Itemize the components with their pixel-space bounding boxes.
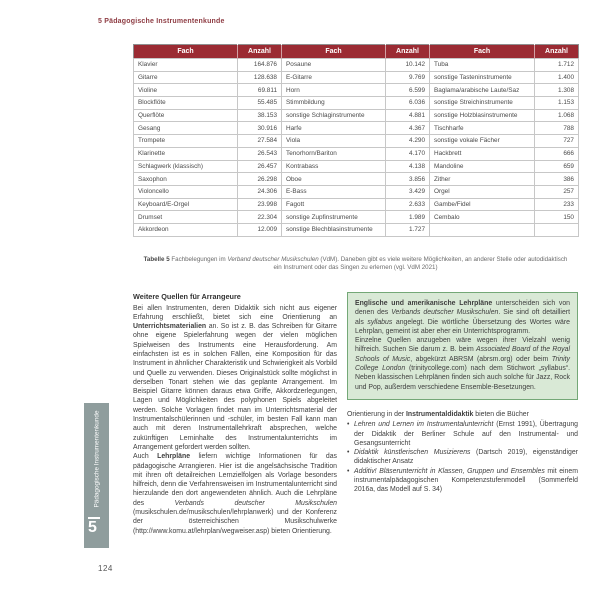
anzahl-cell: 1.712 <box>535 59 579 72</box>
fach-cell: Posaune <box>282 59 386 72</box>
anzahl-cell: 9.769 <box>386 71 430 84</box>
anzahl-cell: 3.429 <box>386 185 430 198</box>
fach-cell: Trompete <box>134 135 238 148</box>
anzahl-cell <box>535 223 579 236</box>
bold-text: Englische und amerikanische Lehrpläne <box>355 300 493 307</box>
anzahl-cell: 12.009 <box>238 223 282 236</box>
text-run: bieten die Bücher <box>473 410 529 418</box>
text-run: Bei allen Instrumenten, deren Didaktik sich nicht aus eigener Erfahrung erschließt, bietet sich eine Orientierung an <box>133 304 337 321</box>
anzahl-cell: 1.308 <box>535 84 579 97</box>
fach-cell: Horn <box>282 84 386 97</box>
anzahl-cell: 164.876 <box>238 59 282 72</box>
body-paragraph <box>133 452 337 536</box>
text-run: (musikschulen.de/musikschulen/lehrplanwerk) und der Konferenz der österreichischen Musikschulwerke (http://www.komu.at/lehrplan/wegweiser.asp) bieten Orientierung. <box>133 509 337 535</box>
anzahl-cell: 24.306 <box>238 185 282 198</box>
fach-cell: Tenorhorn/Bariton <box>282 147 386 160</box>
book-list-item <box>347 467 578 495</box>
fach-cell: Orgel <box>430 185 535 198</box>
italic-text: Additiv! Bläserunterricht in Klassen, Gruppen und Ensembles <box>354 467 545 475</box>
table-header-row <box>134 45 579 59</box>
fach-cell: Schlagwerk (klassisch) <box>134 160 238 173</box>
right-text-column <box>347 292 578 536</box>
table-row <box>134 173 579 186</box>
fach-cell: Zither <box>430 173 535 186</box>
fach-cell: sonstige Tasteninstrumente <box>430 71 535 84</box>
fach-cell: Baglama/arabische Laute/Saz <box>430 84 535 97</box>
text-run: liefern wichtige Informationen für das pädagogische Arrangieren. Hier ist die angelsächsische Tradition mit ihren oft detailreichen Lernzielfolgen als Vorlage besonders hilfreich, denn die Verfahrensweisen im Instrumentalunterricht sind hierzulande den dort angewendeten ähnlich. Auch die Lehrpläne des <box>133 453 337 507</box>
anzahl-cell: 26.457 <box>238 160 282 173</box>
fach-cell: Klavier <box>134 59 238 72</box>
table-row <box>134 84 579 97</box>
fach-cell: E-Bass <box>282 185 386 198</box>
fach-cell: Tuba <box>430 59 535 72</box>
table-row <box>134 160 579 173</box>
italic-text: Verbands deutscher Musikschulen <box>391 309 499 317</box>
info-box <box>347 292 578 400</box>
anzahl-cell: 3.856 <box>386 173 430 186</box>
anzahl-cell: 788 <box>535 122 579 135</box>
fach-cell: Drumset <box>134 211 238 224</box>
column-header: Anzahl <box>386 45 430 59</box>
text-run: angelegt. Die wörtliche Übersetzung des Wortes wäre Lehrplan, gemeint ist aber eher ein Unterrichtsprogramm. <box>355 318 570 335</box>
fach-cell: Tischharfe <box>430 122 535 135</box>
anzahl-cell: 2.633 <box>386 198 430 211</box>
fach-cell: Klarinette <box>134 147 238 160</box>
fach-cell: Querflöte <box>134 109 238 122</box>
table-row <box>134 135 579 148</box>
fach-cell: Violine <box>134 84 238 97</box>
table-row <box>134 147 579 160</box>
anzahl-cell: 6.599 <box>386 84 430 97</box>
text-run: Einzelne Quellen anzugeben wäre wegen ihrer Vielzahl wenig hilfreich. Suchen Sie darum z. B. beim <box>355 337 570 354</box>
column-header: Anzahl <box>535 45 579 59</box>
table-row <box>134 198 579 211</box>
text-run: (trinitycollege.com) nach dem Stichwort „syllabus“. Neben klassischen Lehrplänen finden sich auch solche für Jazz, Rock und Pop, außerdem verschiedene Ensemble-Besetzungen. <box>355 365 570 391</box>
table-row <box>134 223 579 236</box>
fach-cell: Viola <box>282 135 386 148</box>
subjects-table <box>133 44 579 237</box>
fach-cell: sonstige Schlaginstrumente <box>282 109 386 122</box>
table-row <box>134 185 579 198</box>
anzahl-cell: 233 <box>535 198 579 211</box>
running-header: 5 Pädagogische Instrumentenkunde <box>98 18 225 25</box>
page-number: 124 <box>98 564 113 573</box>
fach-cell: Kontrabass <box>282 160 386 173</box>
text-run: an. So ist z. B. das Schreiben für Gitarre ohne eigene Spielerfahrung wegen der vielen möglichen Spielweisen des Instruments eine Herausforderung. Am einfachsten ist es in solchen Fällen, eine Komposition für das Instrument in ähnlicher Charakteristik und Schwierigkeit als Vorbild und Quelle zu verwenden. Dieses Originalstück sollte möglichst in derselben Tonart stehen wie das geplante Arrangement. Im Beispiel Gitarre können daraus etwa Griffe, Akkordzerlegungen, Lagen und Möglichkeiten des polyphonen Spiels abgeleitet werden. Solche Vorlagen findet man im Unterrichtsmaterial der Instrumentalschülerinnen und -schüler, im besten Fall kann man auch mit deren Instrumentallehrkraft absprechen, welche zukünftigen Lerninhalte des Instrumentalunterrichts im Arrangement gefordert werden sollten. <box>133 323 337 451</box>
fach-cell: Stimmbildung <box>282 97 386 110</box>
book-list-item <box>347 420 578 448</box>
chapter-tab-title: Pädagogische Instrumentenkunde <box>93 410 100 508</box>
text-run: , abgekürzt ABRSM (abrsm.org) oder beim <box>410 355 552 363</box>
bold-text: Instrumentaldidaktik <box>405 410 474 418</box>
fach-cell: sonstige vokale Fächer <box>430 135 535 148</box>
anzahl-cell: 27.584 <box>238 135 282 148</box>
text-run: Fachbelegungen im <box>169 256 228 263</box>
text-run: mit einem instrumentalpädagogischen Kompetenzstufenmodell (Sommerfeld 2016a, das Modell auf S. 34) <box>354 467 578 494</box>
fach-cell: Harfe <box>282 122 386 135</box>
table-row <box>134 71 579 84</box>
anzahl-cell: 4.881 <box>386 109 430 122</box>
fach-cell: Cembalo <box>430 211 535 224</box>
anzahl-cell: 4.290 <box>386 135 430 148</box>
table-row <box>134 97 579 110</box>
anzahl-cell: 1.989 <box>386 211 430 224</box>
anzahl-cell: 128.638 <box>238 71 282 84</box>
italic-text: Didaktik künstlerischen Musizierens <box>354 449 471 457</box>
chapter-tab <box>84 403 109 548</box>
anzahl-cell: 150 <box>535 211 579 224</box>
book-list-item <box>347 448 578 467</box>
column-header: Anzahl <box>238 45 282 59</box>
anzahl-cell: 26.543 <box>238 147 282 160</box>
table-row <box>134 59 579 72</box>
anzahl-cell: 23.998 <box>238 198 282 211</box>
text-run: (VdM). Daneben gibt es viele weitere Möglichkeiten, an anderer Stelle oder autodidaktisch ein Instrument oder das Singen zu erlernen (vgl. VdM 2021) <box>273 256 568 271</box>
fach-cell: Gambe/Fidel <box>430 198 535 211</box>
table-row <box>134 211 579 224</box>
anzahl-cell: 26.298 <box>238 173 282 186</box>
bold-text: Unterrichtsmaterialien <box>133 323 207 331</box>
table-body <box>134 59 579 237</box>
anzahl-cell: 727 <box>535 135 579 148</box>
italic-text: Associated Board of the Royal Schools of Music <box>355 346 570 363</box>
book-list-intro <box>347 410 578 419</box>
fach-cell: Mandoline <box>430 160 535 173</box>
anzahl-cell: 6.036 <box>386 97 430 110</box>
fach-cell: Blockflöte <box>134 97 238 110</box>
italic-text: Verband deutscher Musikschulen <box>227 256 319 263</box>
anzahl-cell: 69.811 <box>238 84 282 97</box>
fach-cell: Akkordeon <box>134 223 238 236</box>
italic-text: Trinity College London <box>355 355 570 373</box>
anzahl-cell: 4.170 <box>386 147 430 160</box>
fach-cell: Hackbrett <box>430 147 535 160</box>
text-run: (Dartsch 2019), eigenständiger didaktischer Ansatz <box>354 449 578 466</box>
table-caption <box>140 256 571 272</box>
text-run: (Ernst 1991), Übertragung der Didaktik der Berliner Schule auf den Instrumental- und Gesangsunterricht <box>354 421 578 447</box>
body-paragraph <box>133 304 337 453</box>
anzahl-cell: 55.485 <box>238 97 282 110</box>
fach-cell: Gesang <box>134 122 238 135</box>
fach-cell: Oboe <box>282 173 386 186</box>
column-header: Fach <box>134 45 238 59</box>
anzahl-cell: 386 <box>535 173 579 186</box>
anzahl-cell: 4.367 <box>386 122 430 135</box>
left-text-column <box>133 292 337 536</box>
body-columns <box>133 292 578 536</box>
anzahl-cell: 30.916 <box>238 122 282 135</box>
info-box-paragraph <box>355 299 570 336</box>
anzahl-cell: 38.153 <box>238 109 282 122</box>
info-box-paragraph <box>355 336 570 392</box>
column-header: Fach <box>430 45 535 59</box>
fach-cell: sonstige Blechblasinstrumente <box>282 223 386 236</box>
anzahl-cell: 257 <box>535 185 579 198</box>
anzahl-cell: 4.138 <box>386 160 430 173</box>
anzahl-cell: 659 <box>535 160 579 173</box>
text-run: unterscheiden sich von denen des <box>355 300 570 317</box>
fach-cell: sonstige Holzblasinstrumente <box>430 109 535 122</box>
bold-text: Lehrpläne <box>157 453 191 461</box>
chapter-tab-number: 5 <box>88 519 97 536</box>
book-list <box>347 420 578 494</box>
text-run: Orientierung in der <box>347 410 406 418</box>
fach-cell: E-Gitarre <box>282 71 386 84</box>
italic-text: syllabus <box>367 318 393 326</box>
anzahl-cell: 1.153 <box>535 97 579 110</box>
fach-cell: sonstige Streichinstrumente <box>430 97 535 110</box>
table-header <box>134 45 579 59</box>
table-row <box>134 109 579 122</box>
fach-cell: Fagott <box>282 198 386 211</box>
fach-cell: sonstige Zupfinstrumente <box>282 211 386 224</box>
anzahl-cell: 1.068 <box>535 109 579 122</box>
table-row <box>134 122 579 135</box>
fach-cell: Violoncello <box>134 185 238 198</box>
fach-cell: Saxophon <box>134 173 238 186</box>
anzahl-cell: 10.142 <box>386 59 430 72</box>
anzahl-cell: 666 <box>535 147 579 160</box>
fach-cell: Keyboard/E-Orgel <box>134 198 238 211</box>
italic-text: Lehren und Lernen im Instrumentalunterricht <box>354 421 494 429</box>
italic-text: Verbands deutscher Musikschulen <box>174 499 337 507</box>
fach-cell <box>430 223 535 236</box>
anzahl-cell: 1.727 <box>386 223 430 236</box>
section-heading: Weitere Quellen für Arrangeure <box>133 292 241 301</box>
text-run: Auch <box>133 453 158 461</box>
anzahl-cell: 22.304 <box>238 211 282 224</box>
fach-cell: Gitarre <box>134 71 238 84</box>
bold-text: Tabelle 5 <box>143 256 170 263</box>
anzahl-cell: 1.400 <box>535 71 579 84</box>
text-run: . Sie sind oft detailliert als <box>355 309 570 326</box>
column-header: Fach <box>282 45 386 59</box>
